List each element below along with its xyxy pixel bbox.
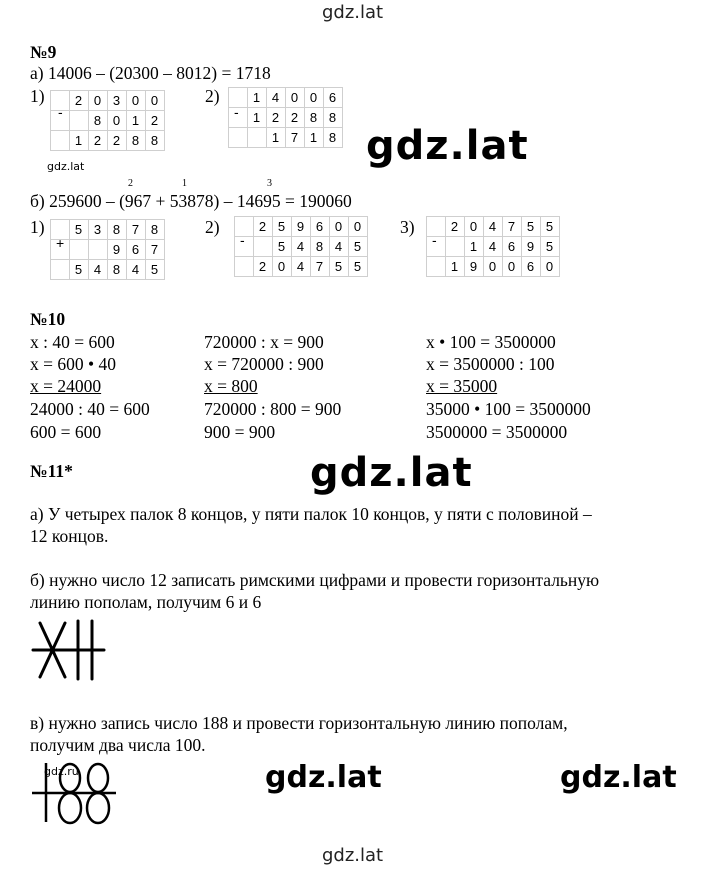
task-10-title: №10: [30, 309, 66, 329]
paragraph-line: 12 концов.: [30, 526, 109, 546]
minus-sign: -: [240, 232, 245, 248]
watermark-large: gdz.lat: [310, 450, 473, 496]
paragraph-line: линию пополам, получим 6 и 6: [30, 592, 262, 612]
step-label: 2): [205, 217, 220, 237]
equation-answer: x = 35000: [426, 376, 498, 396]
equation-answer: x = 800: [204, 376, 258, 396]
equation-check: 900 = 900: [204, 422, 276, 442]
order-number: 2: [128, 178, 133, 189]
equation-check: 35000 • 100 = 3500000: [426, 399, 591, 419]
column-subtraction: 1 4 0 0 6 1 2 2 8 8 1 7 1 8: [228, 87, 343, 148]
order-number: 1: [182, 178, 187, 189]
watermark-large: gdz.lat: [265, 760, 382, 795]
task-9b-expression: б) 259600 – (967 + 53878) – 14695 = 190060: [30, 191, 352, 211]
watermark-small: gdz.lat: [47, 160, 85, 173]
order-number: 3: [267, 178, 272, 189]
plus-sign: +: [56, 235, 65, 251]
task-9-title: №9: [30, 42, 57, 62]
task-9a-expression: а) 14006 – (20300 – 8012) = 1718: [30, 63, 271, 83]
watermark-tiny: gdz.ru: [44, 765, 79, 778]
minus-sign: -: [234, 104, 239, 120]
equation-check: 720000 : 800 = 900: [204, 399, 342, 419]
paragraph-line: а) У четырех палок 8 концов, у пяти палок 10 концов, у пяти с половиной –: [30, 504, 592, 524]
minus-sign: -: [432, 232, 437, 248]
number-188-figure: [30, 758, 120, 828]
paragraph-line: б) нужно число 12 записать римскими цифрами и провести горизонтальную: [30, 570, 600, 590]
column-subtraction: 2 5 9 6 0 0 5 4 8 4 5 2 0 4 7 5 5: [234, 216, 368, 277]
step-label: 3): [400, 217, 415, 237]
step-label: 2): [205, 86, 220, 106]
equation-check: 600 = 600: [30, 422, 102, 442]
step-label: 1): [30, 86, 45, 106]
column-subtraction: 2 0 3 0 0 8 0 1 2 1 2 2 8 8: [50, 90, 165, 151]
paragraph-line: в) нужно запись число 188 и провести горизонтальную линию пополам,: [30, 713, 568, 733]
minus-sign: -: [58, 104, 63, 120]
equation-line: x = 3500000 : 100: [426, 354, 555, 374]
equation-answer: x = 24000: [30, 376, 102, 396]
equation-line: x = 720000 : 900: [204, 354, 324, 374]
watermark-large: gdz.lat: [366, 123, 529, 169]
watermark-top: gdz.lat: [322, 2, 384, 23]
watermark-large: gdz.lat: [560, 760, 677, 795]
equation-line: x = 600 • 40: [30, 354, 116, 374]
equation-check: 3500000 = 3500000: [426, 422, 568, 442]
roman-twelve-figure: [30, 615, 110, 685]
step-label: 1): [30, 217, 45, 237]
watermark-bottom: gdz.lat: [322, 845, 384, 866]
paragraph-line: получим два числа 100.: [30, 735, 206, 755]
equation-line: x : 40 = 600: [30, 332, 115, 352]
equation-line: 720000 : x = 900: [204, 332, 324, 352]
column-subtraction: 2 0 4 7 5 5 1 4 6 9 5 1 9 0 0 6 0: [426, 216, 560, 277]
equation-check: 24000 : 40 = 600: [30, 399, 150, 419]
column-addition: 5 3 8 7 8 9 6 7 5 4 8 4 5: [50, 219, 165, 280]
task-11-title: №11*: [30, 461, 73, 481]
equation-line: x • 100 = 3500000: [426, 332, 556, 352]
